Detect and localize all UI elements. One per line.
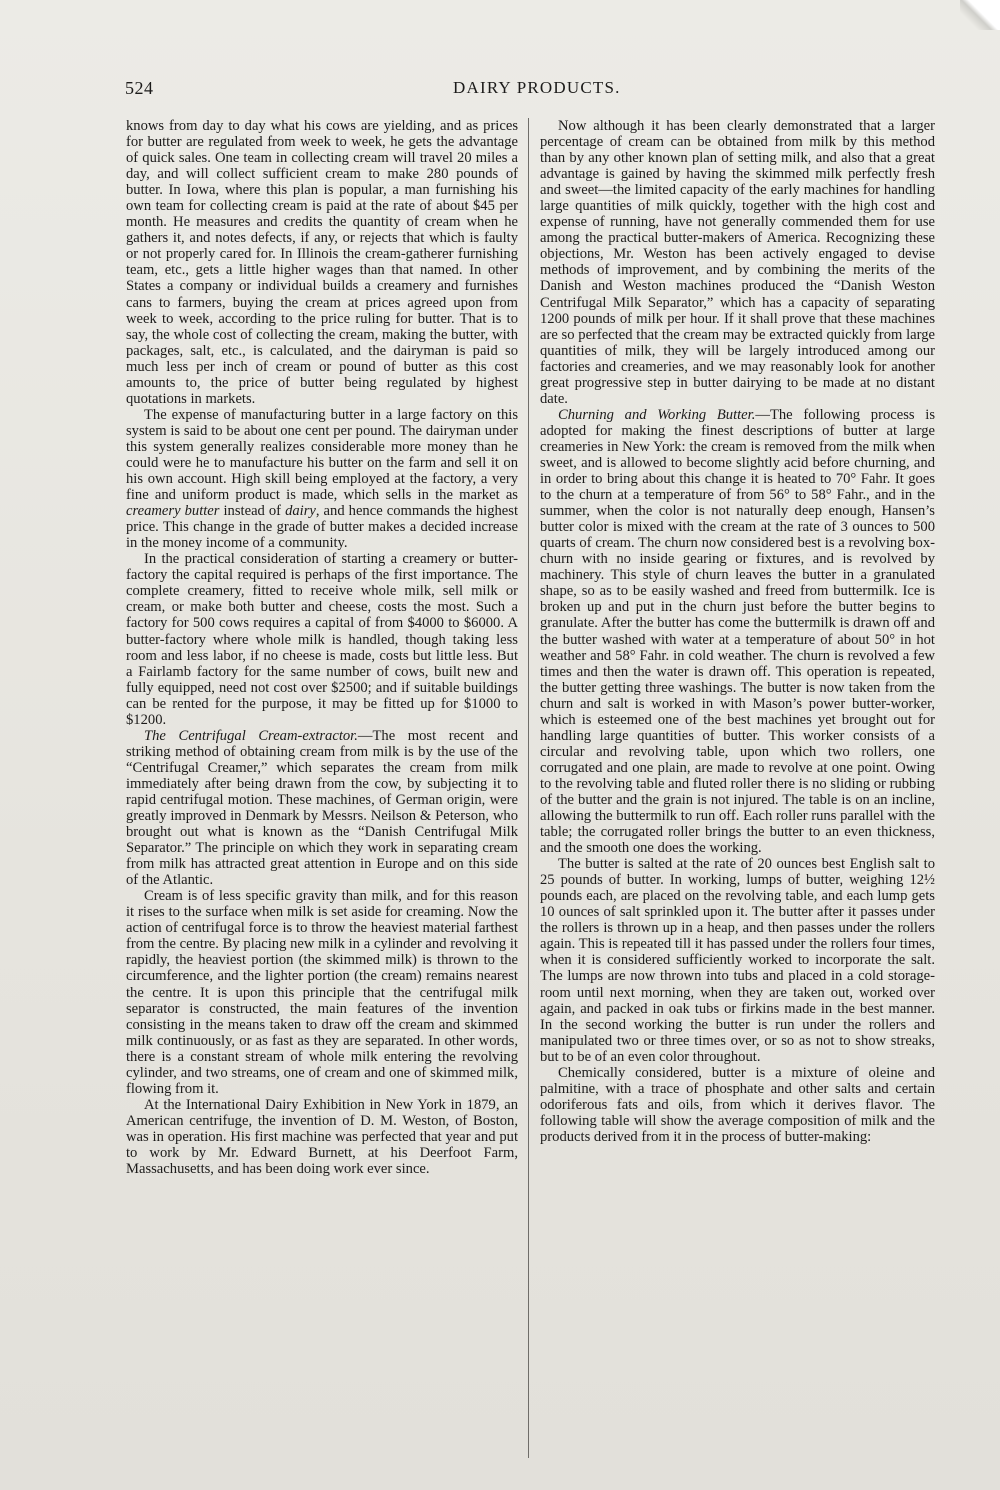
page-number: 524 — [125, 78, 154, 98]
paragraph — [126, 728, 518, 888]
paragraph — [126, 407, 518, 551]
section-heading: The Centrifugal Cream-extractor. — [144, 727, 358, 744]
paragraph: knows from day to day what his cows are yielding, and as prices for butter are regulated from week to week, he gets the advantage of quick sales. One team in collecting cream will travel 20 miles a day, and will collect sufficient cream to make 280 pounds of butter. In Iowa, where this plan is popular, a man furnishing his own team for collecting cream is paid at the rate of about $45 per month. He measures and credits the quantity of cream when he gathers it, and notes defects, if any, or rejects that which is faulty or not properly cared for. In Illinois the cream-gatherer furnishing team, etc., gets a little higher wages than that named. In other States a company or individual builds a creamery and furnishes cans to farmers, buying the cream at prices agreed upon from week to week, according to the price ruling for butter. That is to say, the whole cost of collecting the cream, making the butter, with packages, salt, etc., is calculated, and the dairyman is paid so much less per inch of cream or pound of butter as this cost amounts to, the price of butter being regulated by highest quotations in markets. — [126, 118, 518, 407]
paragraph-text: The expense of manufacturing butter in a large factory on this system is said to be about one cent per pound. The dairyman under this system generally realizes considerable more money than he could were he to manufacture his butter on the farm and sell it on his own account. High skill being employed at the factory, a very fine and uniform product is made, which sells in the market as — [126, 406, 518, 504]
column-divider — [528, 118, 529, 1458]
paragraph: At the International Dairy Exhibition in New York in 1879, an American centrifuge, the invention of D. M. Weston, of Boston, was in operation. His first machine was perfected that year and put to work by Mr. Edward Burnett, at his Deerfoot Farm, Massachusetts, and has been doing work ever since. — [126, 1096, 518, 1178]
paragraph-text: , and hence commands the highest price. This change in the grade of butter makes a decided increase in the money income of a community. — [126, 503, 518, 552]
paragraph: In the practical consideration of starting a creamery or butter-factory the capital required is perhaps of the first importance. The complete creamery, fitted to receive whole milk, sell milk or cream, or make both butter and cheese, costs the most. Such a factory for 500 cows requires a capital of from $4000 to $6000. A butter-factory where whole milk is handled, though taking less room and less labor, if no cheese is made, costs but little less. But a Fairlamb factory for the same number of cows, built new and fully equipped, need not cost over $2500; and if suitable buildings can be rented for the purpose, it may be fitted up for $1000 to $1200. — [126, 551, 518, 728]
italic-term: creamery butter — [126, 503, 220, 520]
paragraph: The butter is salted at the rate of 20 ounces best English salt to 25 pounds of butter. In working, lumps of butter, weighing 12½ pounds each, are placed on the revolving table, and each lump gets 10 ounces of salt sprinkled upon it. The butter after it passes under the rollers is thrown up in a heap, and then passes under the rollers again. This is repeated till it has passed under the rollers four times, when it is considered sufficiently worked to incorporate the salt. The lumps are now thrown into tubs and placed in a cold storage-room until next morning, when they are taken out, worked over again, and packed in oak tubs or firkins made in the best manner. In the second working the butter is run under the rollers and manipulated two or three times over, or so as not to show streaks, but to be of an even color throughout. — [540, 856, 935, 1065]
paragraph-text: instead of — [219, 503, 286, 520]
left-column — [126, 118, 518, 1177]
page-header — [125, 78, 930, 102]
running-head: DAIRY PRODUCTS. — [453, 78, 621, 97]
paragraph — [540, 407, 935, 856]
page-corner-curl — [960, 0, 1000, 30]
paragraph: Chemically considered, butter is a mixture of oleine and palmitine, with a trace of phosphate and other salts and certain odoriferous fats and oils, from which it derives flavor. The following table will show the average composition of milk and the products derived from it in the process of butter-making: — [540, 1064, 935, 1145]
paragraph-text: —The most recent and striking method of obtaining cream from milk is by the use of the “Centrifugal Creamer,” which separates the cream from milk immediately after being drawn from the cow, by subjecting it to rapid centrifugal motion. These machines, of German origin, were greatly improved in Denmark by Messrs. Neilson & Peterson, who brought out what is known as the “Danish Centrifugal Milk Separator.” The principle on which they work in separating cream from milk has attracted great attention in Europe and on this side of the Atlantic. — [126, 727, 518, 889]
right-column — [540, 118, 935, 1145]
paragraph: Cream is of less specific gravity than milk, and for this reason it rises to the surface when milk is set aside for creaming. Now the action of centrifugal force is to throw the heaviest material farthest from the centre. By placing new milk in a cylinder and revolving it rapidly, the heaviest portion (the skimmed milk) is thrown to the circumference, and the lighter portion (the cream) remains nearest the centre. It is upon this principle that the centrifugal milk separator is constructed, the main features of the invention consisting in the means taken to draw off the cream and skimmed milk continuously, or as fast as they are separated. In other words, there is a constant stream of whole milk entering the revolving cylinder, and two streams, one of cream and one of skimmed milk, flowing from it. — [126, 888, 518, 1097]
paragraph: Now although it has been clearly demonstrated that a larger percentage of cream can be obtained from milk by this method than by any other known plan of setting milk, and also that a great advantage is gained by having the skimmed milk perfectly fresh and sweet—the limited capacity of the early machines for handling large quantities of milk quickly, together with the high cost and expense of running, have not generally commended them for use among the practical butter-makers of America. Recognizing these objections, Mr. Weston has been actively engaged to devise methods of improvement, and by combining the merits of the Danish and Weston machines produced the “Danish Weston Centrifugal Milk Separator,” which has a capacity of separating 1200 pounds of milk per hour. If it shall prove that these machines are so perfected that the cream may be extracted quickly from large quantities of milk, they will be largely introduced among our factories and creameries, and we may reasonably look for another great progressive step in butter dairying to be made at no distant date. — [540, 118, 935, 407]
italic-term: dairy — [285, 503, 316, 520]
section-heading: Churning and Working Butter. — [558, 406, 756, 423]
paragraph-text: —The following process is adopted for making the finest descriptions of butter at large creameries in New York: the cream is removed from the milk when sweet, and is allowed to become slightly acid before churning, and in order to bring about this change it is heated to 70° Fahr. It goes to the churn at a temperature of from 56° to 58° Fahr., and in the summer, when the color is not naturally deep enough, Hansen’s butter color is mixed with the cream at the rate of 3 ounces to 500 quarts of cream. The churn now considered best is a revolving box-churn with no inside gearing or fixtures, and is revolved by machinery. This style of churn leaves the butter in a granulated shape, so as to be easily washed and freed from buttermilk. Ice is broken up and put in the churn just before the butter begins to granulate. After the butter has come the buttermilk is drawn off and the butter washed with water at a temperature of about 50° in hot weather and 58° Fahr. in cold weather. The churn is revolved a few times and then the water is drawn off. This operation is repeated, the butter getting three washings. The butter is now taken from the churn and salt is worked in with Mason’s power butter-worker, which is esteemed one of the best machines yet brought out for handling large quantities of butter. This worker consists of a circular and revolving table, upon which two rollers, one corrugated and one plain, are made to revolve at one point. Owing to the revolving table and fluted roller there is no sliding or rubbing of the butter and the grain is not injured. The table is on an incline, allowing the buttermilk to run off. Each roller runs parallel with the table; the corrugated roller brings the butter to an even thickness, and the smooth one does the working. — [540, 406, 936, 857]
